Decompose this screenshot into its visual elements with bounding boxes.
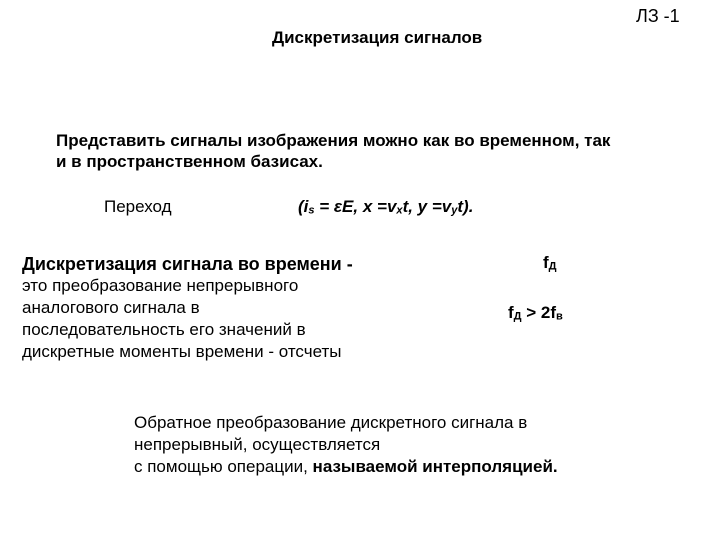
interpolation-line-1: Обратное преобразование дискретного сигнала в	[134, 413, 528, 432]
definition-block	[22, 253, 442, 363]
rule-sub-2: в	[556, 310, 563, 323]
definition-line-4: последовательность его значений в	[22, 320, 306, 339]
interpolation-line-2: непрерывный, осуществляется	[134, 435, 381, 454]
interpolation-line-3-plain: с помощью операции,	[134, 457, 313, 476]
rule-mid: > 2f	[521, 303, 557, 322]
formula-sub-x: x	[396, 204, 403, 217]
definition-term: Дискретизация сигнала во времени -	[22, 254, 353, 274]
rule-main: f	[508, 303, 514, 322]
definition-line-5: дискретные моменты времени - отсчеты	[22, 342, 342, 361]
sampling-rule	[508, 303, 563, 323]
formula-sub-s: s	[308, 204, 315, 217]
slide-title: Дискретизация сигналов	[272, 28, 483, 47]
definition-line-2: это преобразование непрерывного	[22, 276, 299, 295]
sampling-frequency-label	[543, 253, 557, 273]
transition-label: Переход	[104, 197, 172, 216]
interpolation-paragraph	[134, 412, 694, 478]
formula-sub-y: y	[451, 204, 458, 217]
formula-close: t).	[457, 197, 474, 216]
fd-sub: Д	[548, 260, 557, 273]
interpolation-line-3	[134, 456, 694, 478]
formula-open: (i	[298, 197, 309, 216]
intro-line-2: и в пространственном базисах.	[56, 152, 323, 171]
interpolation-term: называемой интерполяцией.	[312, 457, 558, 476]
formula-eq1: = εE, x =v	[314, 197, 397, 216]
intro-line-1: Представить сигналы изображения можно как во временном, так	[56, 131, 611, 150]
rule-sub: Д	[513, 310, 522, 323]
slide-number: ЛЗ -1	[636, 6, 680, 26]
formula-eq2: t, y =v	[402, 197, 452, 216]
intro-paragraph	[56, 130, 696, 172]
transition-formula	[298, 197, 473, 217]
fd-main: f	[543, 253, 549, 272]
definition-line-3: аналогового сигнала в	[22, 298, 200, 317]
